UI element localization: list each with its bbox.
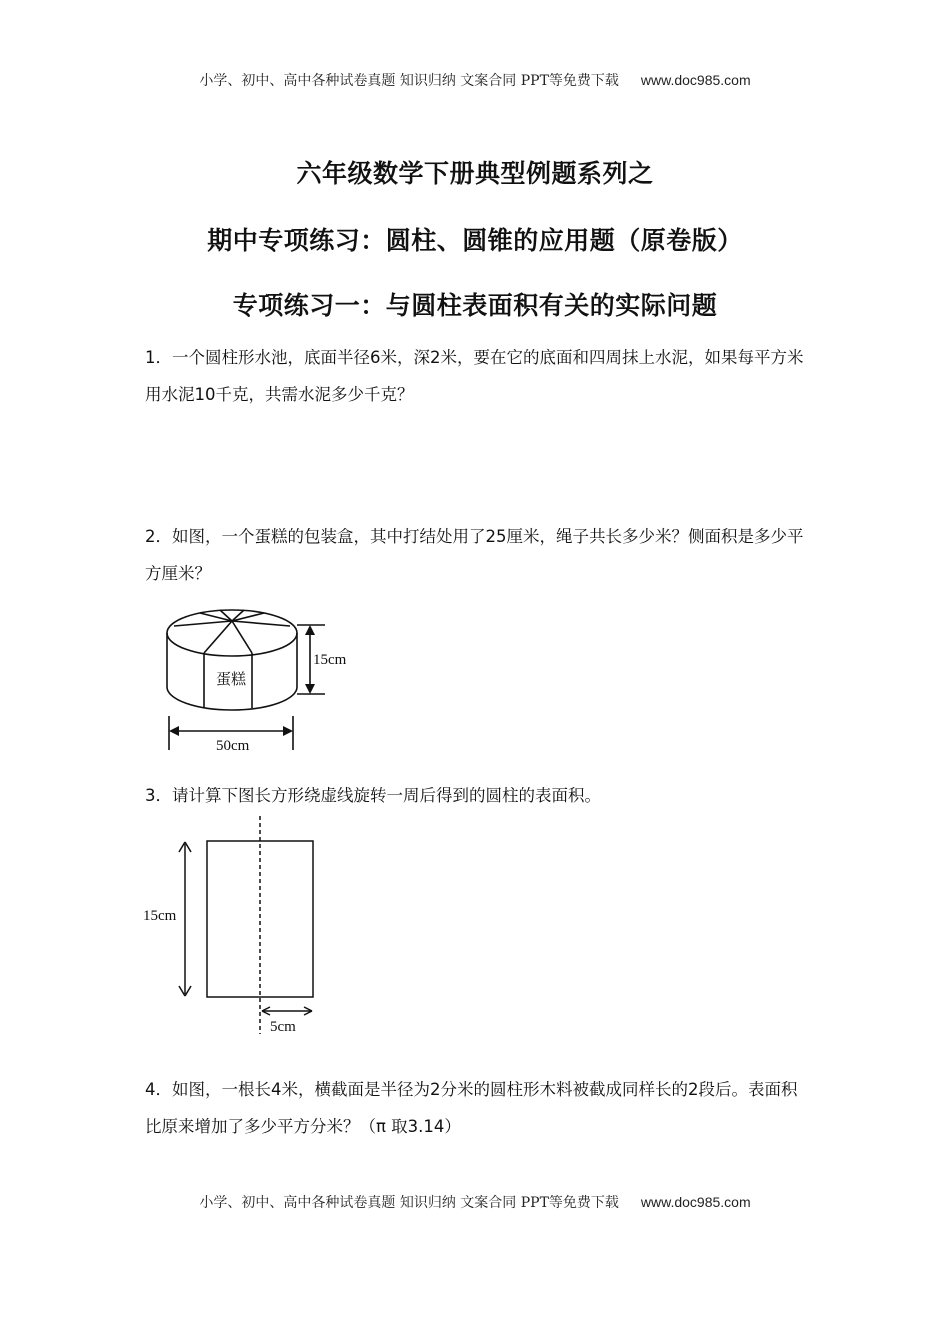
footer-url[interactable]: www.doc985.com xyxy=(640,1194,751,1210)
page-header xyxy=(0,70,950,90)
question-1: 1．一个圆柱形水池，底面半径6米，深2米，要在它的底面和四周抹上水泥，如果每平方米用水泥10千克，共需水泥多少千克？ xyxy=(145,348,804,404)
cake-height-label: 15cm xyxy=(313,652,347,668)
rect-height-label: 15cm xyxy=(143,908,177,924)
cake-width-label: 50cm xyxy=(216,738,250,754)
title-line-1: 六年级数学下册典型例题系列之 xyxy=(296,159,654,188)
rectangle-rotation-figure xyxy=(140,812,340,1037)
header-text: 小学、初中、高中各种试卷真题 知识归纳 文案合同 PPT等免费下载 xyxy=(199,73,619,89)
cake-label: 蛋糕 xyxy=(216,670,247,688)
header-url[interactable]: www.doc985.com xyxy=(640,72,751,88)
question-2: 2．如图，一个蛋糕的包装盒，其中打结处用了25厘米，绳子共长多少米？侧面积是多少平方厘米？ xyxy=(145,527,804,583)
footer-text: 小学、初中、高中各种试卷真题 知识归纳 文案合同 PPT等免费下载 xyxy=(199,1195,619,1211)
rect-width-label: 5cm xyxy=(270,1019,296,1035)
question-3: 3．请计算下图长方形绕虚线旋转一周后得到的圆柱的表面积。 xyxy=(145,786,601,805)
title-line-2: 期中专项练习：圆柱、圆锥的应用题（原卷版） xyxy=(207,226,743,255)
section-title: 专项练习一：与圆柱表面积有关的实际问题 xyxy=(232,291,718,320)
question-4: 4．如图，一根长4米，横截面是半径为2分米的圆柱形木料被截成同样长的2段后。表面积比原来增加了多少平方分米？（π 取3.14） xyxy=(145,1080,798,1136)
page-footer xyxy=(0,1192,950,1212)
cake-box-figure xyxy=(160,600,380,760)
